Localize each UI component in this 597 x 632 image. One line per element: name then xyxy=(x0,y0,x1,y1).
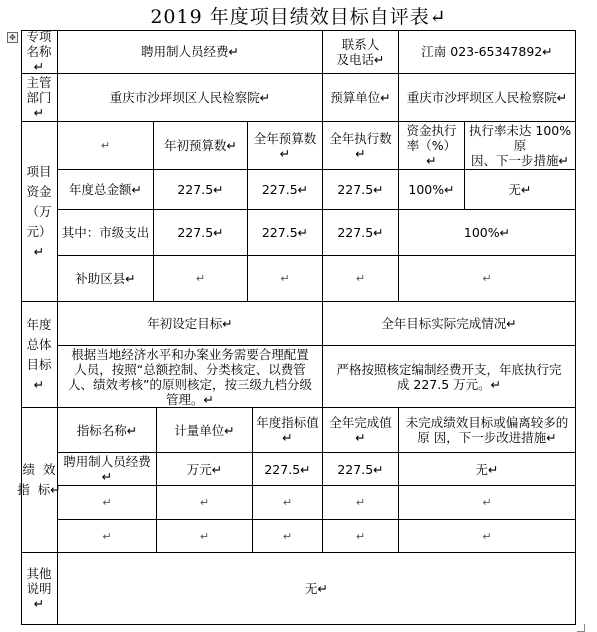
city-rate-merged: 100%↵ xyxy=(399,210,576,256)
ind-row-1-completion: 227.5↵ xyxy=(323,453,399,486)
table-resize-handle[interactable] xyxy=(577,624,585,632)
subsidy-cell-4: ↵ xyxy=(399,256,576,302)
goals-actual-label: 全年目标实际完成情况↵ xyxy=(323,302,576,346)
total-initial: 227.5↵ xyxy=(154,170,248,210)
ind-header-name: 指标名称↵ xyxy=(58,408,157,453)
ind-header-completion: 全年完成值↵ xyxy=(323,408,399,453)
header-initial-budget: 年初预算数↵ xyxy=(154,122,248,170)
dept-label: 主管 部门↵ xyxy=(21,74,58,122)
other-label: 其他 说明↵ xyxy=(21,553,58,625)
ind-row-2-unit: ↵ xyxy=(157,486,253,520)
goals-side-label: 年度 总体 目标↵ xyxy=(21,302,58,408)
total-rate: 100%↵ xyxy=(399,170,465,210)
contact-label: 联系人 及电话↵ xyxy=(323,30,399,74)
funds-header-blank: ↵ xyxy=(58,122,154,170)
city-annual: 227.5↵ xyxy=(248,210,323,256)
header-annual-budget: 全年预算数↵ xyxy=(248,122,323,170)
ind-row-3-name: ↵ xyxy=(58,520,157,553)
ind-row-2-deviation: ↵ xyxy=(399,486,576,520)
ind-row-3-target: ↵ xyxy=(253,520,323,553)
other-value: 无↵ xyxy=(58,553,576,625)
total-reason: 无↵ xyxy=(465,170,576,210)
subsidy-cell-2: ↵ xyxy=(248,256,323,302)
ind-row-1-unit: 万元↵ xyxy=(157,453,253,486)
ind-row-2-name: ↵ xyxy=(58,486,157,520)
project-name-value: 聘用制人员经费↵ xyxy=(58,30,323,74)
ind-row-2-target: ↵ xyxy=(253,486,323,520)
subsidy-label: 补助区县↵ xyxy=(58,256,154,302)
total-execution: 227.5↵ xyxy=(323,170,399,210)
ind-row-1-deviation: 无↵ xyxy=(399,453,576,486)
goals-initial-label: 年初设定目标↵ xyxy=(58,302,323,346)
ind-header-deviation: 未完成绩效目标或偏离较多的 原 因，下一步改进措施↵ xyxy=(399,408,576,453)
ind-row-2-completion: ↵ xyxy=(323,486,399,520)
contact-value: 江南 023-65347892↵ xyxy=(399,30,576,74)
header-annual-execution: 全年执行数↵ xyxy=(323,122,399,170)
ind-row-3-deviation: ↵ xyxy=(399,520,576,553)
subsidy-cell-3: ↵ xyxy=(323,256,399,302)
ind-header-unit: 计量单位↵ xyxy=(157,408,253,453)
ind-row-3-completion: ↵ xyxy=(323,520,399,553)
table-move-handle-icon[interactable]: ✥ xyxy=(7,32,18,43)
subsidy-cell-1: ↵ xyxy=(154,256,248,302)
page-title: 2019 年度项目绩效目标自评表↵ xyxy=(150,6,447,28)
goals-initial-text: 根据当地经济水平和办案业务需要合理配置人员，按照“总额控制、分类核定、以费管人、绩效考核”的原则核定，按三级九档分级管理。↵ xyxy=(58,346,323,408)
dept-value: 重庆市沙坪坝区人民检察院↵ xyxy=(58,74,323,122)
city-label: 其中：市级支出 xyxy=(58,210,154,256)
total-annual: 227.5↵ xyxy=(248,170,323,210)
header-reason: 执行率未达 100%原 因、下一步措施↵ xyxy=(465,122,576,170)
goals-actual-text: 严格按照核定编制经费开支，年底执行完成 227.5 万元。↵ xyxy=(323,346,576,408)
ind-row-1-target: 227.5↵ xyxy=(253,453,323,486)
indicators-side-label: 绩 效 指 标↵ xyxy=(21,408,58,553)
header-execution-rate: 资金执行 率（%）↵ xyxy=(399,122,465,170)
budget-unit-value: 重庆市沙坪坝区人民检察院↵ xyxy=(399,74,576,122)
ind-header-target: 年度指标值↵ xyxy=(253,408,323,453)
budget-unit-label: 预算单位↵ xyxy=(323,74,399,122)
funds-side-label: 项目 资金 （万 元）↵ xyxy=(21,122,58,302)
city-initial: 227.5↵ xyxy=(154,210,248,256)
total-label: 年度总金额↵ xyxy=(58,170,154,210)
project-name-label: 专项 名称↵ xyxy=(21,30,58,74)
city-execution: 227.5↵ xyxy=(323,210,399,256)
ind-row-3-unit: ↵ xyxy=(157,520,253,553)
ind-row-1-name: 聘用制人员经费↵ xyxy=(58,453,157,486)
